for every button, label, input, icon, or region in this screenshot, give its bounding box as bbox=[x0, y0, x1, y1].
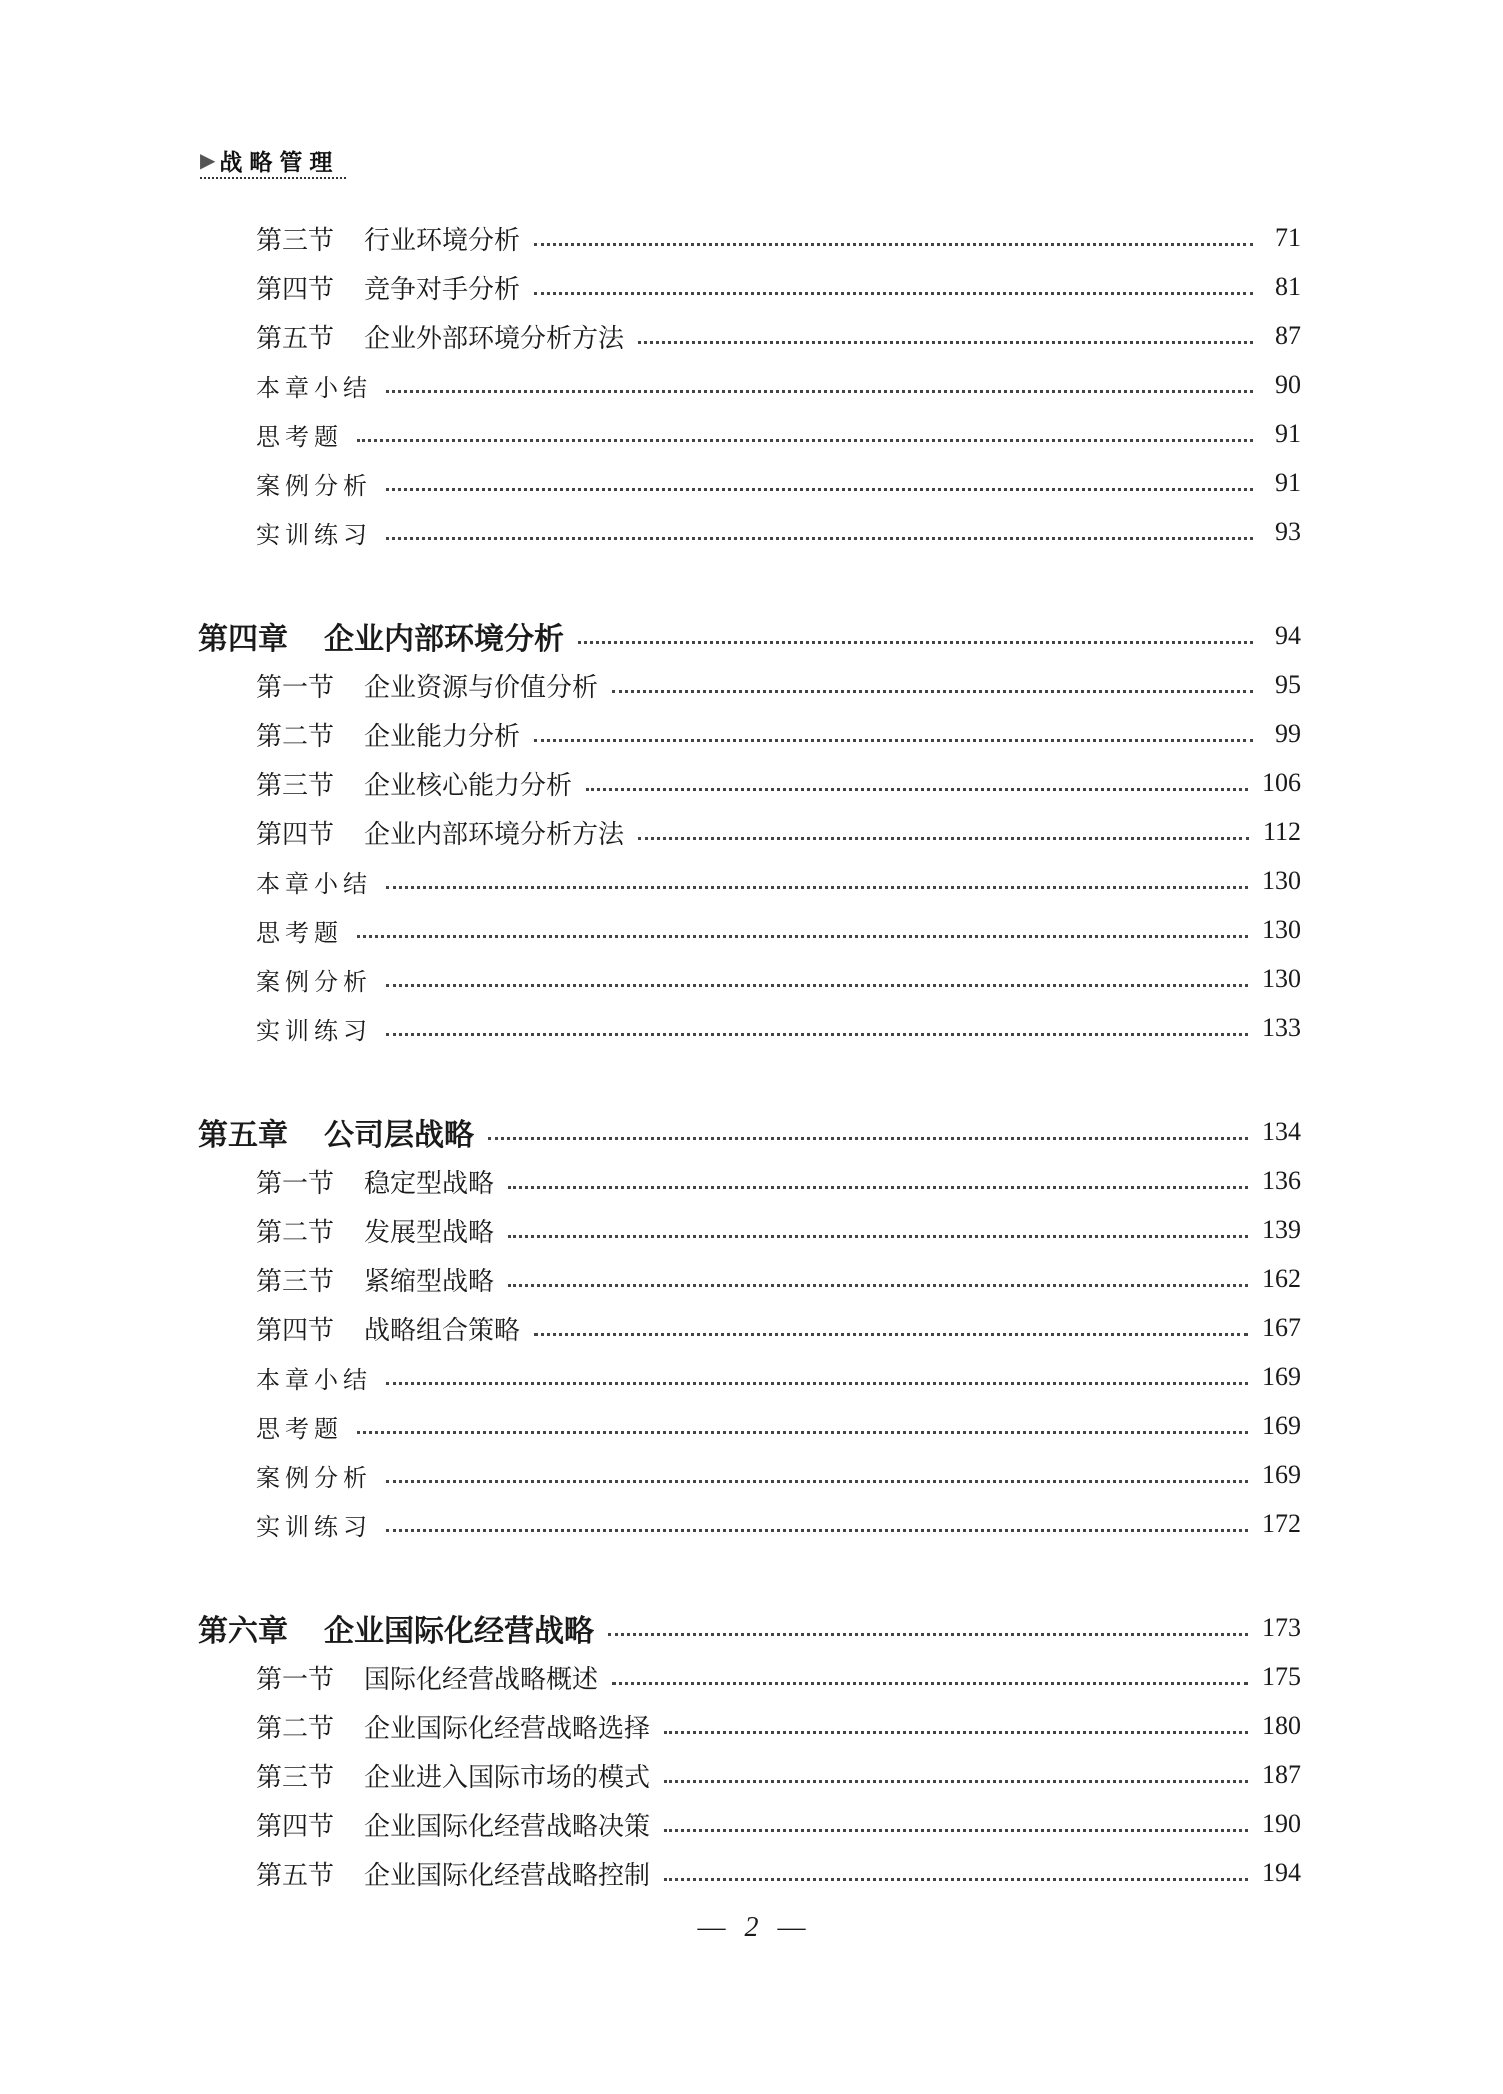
toc-section-entry[interactable] bbox=[256, 1657, 1301, 1697]
toc-subentry[interactable] bbox=[256, 1357, 1301, 1397]
toc-section-entry[interactable] bbox=[256, 763, 1301, 803]
toc-page-number: 81 bbox=[1275, 272, 1301, 301]
section-title: 企业外部环境分析方法 bbox=[364, 323, 625, 354]
section-title: 企业国际化经营战略决策 bbox=[364, 1811, 651, 1842]
dot-leader bbox=[508, 1235, 1248, 1238]
toc-section-entry[interactable] bbox=[256, 665, 1301, 705]
sub-title: 思考题 bbox=[256, 918, 343, 947]
section-number: 第二节 bbox=[256, 1713, 335, 1744]
section-number: 第三节 bbox=[256, 1762, 335, 1793]
toc-subentry[interactable] bbox=[256, 512, 1301, 552]
toc-page-number: 175 bbox=[1262, 1662, 1301, 1691]
toc-section-entry[interactable] bbox=[256, 1259, 1301, 1299]
dot-leader bbox=[508, 1284, 1248, 1287]
toc-subentry[interactable] bbox=[256, 365, 1301, 405]
section-number: 第三节 bbox=[256, 770, 335, 801]
sub-title: 本章小结 bbox=[256, 373, 372, 402]
toc-page-number: 194 bbox=[1262, 1858, 1301, 1887]
section-title: 稳定型战略 bbox=[364, 1168, 495, 1199]
sub-title: 案例分析 bbox=[256, 967, 372, 996]
dot-leader bbox=[638, 837, 1249, 840]
section-title: 企业进入国际市场的模式 bbox=[364, 1762, 651, 1793]
toc-page-number: 91 bbox=[1275, 468, 1301, 497]
section-number: 第二节 bbox=[256, 721, 335, 752]
section-title: 紧缩型战略 bbox=[364, 1266, 495, 1297]
sub-title: 案例分析 bbox=[256, 471, 372, 500]
chapter-number: 第六章 bbox=[198, 1614, 288, 1649]
toc-subentry[interactable] bbox=[256, 1008, 1301, 1048]
toc-page-number: 190 bbox=[1262, 1809, 1301, 1838]
section-title: 企业国际化经营战略选择 bbox=[364, 1713, 651, 1744]
toc-section-entry[interactable] bbox=[256, 1210, 1301, 1250]
toc-subentry[interactable] bbox=[256, 959, 1301, 999]
sub-title: 思考题 bbox=[256, 1414, 343, 1443]
toc-page-number: 169 bbox=[1262, 1460, 1301, 1489]
dot-leader bbox=[386, 1529, 1248, 1532]
footer-dash-right: — bbox=[777, 1912, 806, 1943]
toc-page-number: 167 bbox=[1262, 1313, 1301, 1342]
section-number: 第三节 bbox=[256, 225, 335, 256]
toc-page-number: 95 bbox=[1275, 670, 1301, 699]
toc-page-number: 94 bbox=[1275, 621, 1301, 650]
dot-leader bbox=[386, 537, 1253, 540]
toc-subentry[interactable] bbox=[256, 861, 1301, 901]
dot-leader bbox=[664, 1878, 1248, 1881]
toc-section-entry[interactable] bbox=[256, 1755, 1301, 1795]
chapter-title: 公司层战略 bbox=[324, 1118, 474, 1153]
toc-subentry[interactable] bbox=[256, 910, 1301, 950]
toc-page-number: 169 bbox=[1262, 1362, 1301, 1391]
toc-subentry[interactable] bbox=[256, 1406, 1301, 1446]
dot-leader bbox=[578, 641, 1253, 644]
dot-leader bbox=[386, 1033, 1248, 1036]
toc-chapter-entry[interactable] bbox=[198, 616, 1301, 656]
dot-leader bbox=[534, 1333, 1248, 1336]
toc-page-number: 134 bbox=[1262, 1117, 1301, 1146]
chapter-title: 企业内部环境分析 bbox=[324, 622, 564, 657]
dot-leader bbox=[508, 1186, 1248, 1189]
dot-leader bbox=[612, 1682, 1248, 1685]
sub-title: 本章小结 bbox=[256, 869, 372, 898]
toc-page-number: 90 bbox=[1275, 370, 1301, 399]
sub-title: 实训练习 bbox=[256, 520, 372, 549]
dot-leader bbox=[664, 1780, 1248, 1783]
section-number: 第一节 bbox=[256, 1168, 335, 1199]
section-title: 发展型战略 bbox=[364, 1217, 495, 1248]
toc-page-number: 172 bbox=[1262, 1509, 1301, 1538]
toc-subentry[interactable] bbox=[256, 1504, 1301, 1544]
toc-page-number: 169 bbox=[1262, 1411, 1301, 1440]
section-title: 企业核心能力分析 bbox=[364, 770, 573, 801]
sub-title: 实训练习 bbox=[256, 1512, 372, 1541]
section-number: 第二节 bbox=[256, 1217, 335, 1248]
chapter-title: 企业国际化经营战略 bbox=[324, 1614, 594, 1649]
toc-section-entry[interactable] bbox=[256, 1161, 1301, 1201]
toc-page-number: 162 bbox=[1262, 1264, 1301, 1293]
page-number: 2 bbox=[744, 1912, 759, 1943]
toc-section-entry[interactable] bbox=[256, 714, 1301, 754]
toc-page-number: 106 bbox=[1262, 768, 1301, 797]
section-number: 第一节 bbox=[256, 672, 335, 703]
dot-leader bbox=[534, 243, 1253, 246]
sub-title: 本章小结 bbox=[256, 1365, 372, 1394]
dot-leader bbox=[386, 488, 1253, 491]
section-title: 国际化经营战略概述 bbox=[364, 1664, 599, 1695]
section-number: 第四节 bbox=[256, 819, 335, 850]
toc-section-entry[interactable] bbox=[256, 1706, 1301, 1746]
dot-leader bbox=[386, 886, 1248, 889]
toc-page-number: 133 bbox=[1262, 1013, 1301, 1042]
toc-page-number: 130 bbox=[1262, 866, 1301, 895]
running-header-title: 战略管理 bbox=[219, 149, 340, 176]
toc-section-entry[interactable] bbox=[256, 1308, 1301, 1348]
toc-section-entry[interactable] bbox=[256, 218, 1301, 258]
section-number: 第五节 bbox=[256, 323, 335, 354]
section-title: 行业环境分析 bbox=[364, 225, 521, 256]
dot-leader bbox=[608, 1633, 1248, 1636]
toc-section-entry[interactable] bbox=[256, 316, 1301, 356]
toc-page-number: 91 bbox=[1275, 419, 1301, 448]
toc-page-number: 139 bbox=[1262, 1215, 1301, 1244]
toc-subentry[interactable] bbox=[256, 414, 1301, 454]
toc-page-number: 93 bbox=[1275, 517, 1301, 546]
section-title: 战略组合策略 bbox=[364, 1315, 521, 1346]
dot-leader bbox=[386, 984, 1248, 987]
section-title: 企业资源与价值分析 bbox=[364, 672, 599, 703]
dot-leader bbox=[586, 788, 1248, 791]
dot-leader bbox=[357, 439, 1253, 442]
section-number: 第四节 bbox=[256, 1315, 335, 1346]
toc-page-number: 130 bbox=[1262, 964, 1301, 993]
section-number: 第五节 bbox=[256, 1860, 335, 1891]
toc-page-number: 99 bbox=[1275, 719, 1301, 748]
toc-page-number: 71 bbox=[1275, 223, 1301, 252]
toc-page-number: 112 bbox=[1262, 817, 1301, 846]
sub-title: 思考题 bbox=[256, 422, 343, 451]
toc-section-entry[interactable] bbox=[256, 267, 1301, 307]
toc-section-entry[interactable] bbox=[256, 1853, 1301, 1893]
dot-leader bbox=[534, 292, 1253, 295]
dot-leader bbox=[534, 739, 1253, 742]
dot-leader bbox=[357, 1431, 1248, 1434]
dot-leader bbox=[488, 1137, 1248, 1140]
toc-subentry[interactable] bbox=[256, 463, 1301, 503]
toc-page-number: 173 bbox=[1262, 1613, 1301, 1642]
dot-leader bbox=[386, 390, 1253, 393]
section-number: 第三节 bbox=[256, 1266, 335, 1297]
sub-title: 实训练习 bbox=[256, 1016, 372, 1045]
toc-page-number: 130 bbox=[1262, 915, 1301, 944]
dot-leader bbox=[664, 1829, 1248, 1832]
toc-chapter-entry[interactable] bbox=[198, 1608, 1301, 1648]
dot-leader bbox=[386, 1480, 1248, 1483]
toc-page-number: 187 bbox=[1262, 1760, 1301, 1789]
chapter-number: 第五章 bbox=[198, 1118, 288, 1153]
toc-page-number: 136 bbox=[1262, 1166, 1301, 1195]
dot-leader bbox=[638, 341, 1253, 344]
toc-section-entry[interactable] bbox=[256, 1804, 1301, 1844]
triangle-marker-icon: ▶ bbox=[200, 148, 216, 172]
section-number: 第一节 bbox=[256, 1664, 335, 1695]
toc-subentry[interactable] bbox=[256, 1455, 1301, 1495]
toc-chapter-entry[interactable] bbox=[198, 1112, 1301, 1152]
toc-page-number: 87 bbox=[1275, 321, 1301, 350]
toc-page-number: 180 bbox=[1262, 1711, 1301, 1740]
section-number: 第四节 bbox=[256, 1811, 335, 1842]
dot-leader bbox=[386, 1382, 1248, 1385]
dot-leader bbox=[357, 935, 1248, 938]
footer-dash-left: — bbox=[697, 1912, 726, 1943]
section-title: 企业国际化经营战略控制 bbox=[364, 1860, 651, 1891]
section-title: 企业内部环境分析方法 bbox=[364, 819, 625, 850]
page-footer bbox=[0, 1912, 1503, 1944]
dot-leader bbox=[664, 1731, 1248, 1734]
dot-leader bbox=[612, 690, 1253, 693]
chapter-number: 第四章 bbox=[198, 622, 288, 657]
sub-title: 案例分析 bbox=[256, 1463, 372, 1492]
section-title: 企业能力分析 bbox=[364, 721, 521, 752]
section-number: 第四节 bbox=[256, 274, 335, 305]
section-title: 竞争对手分析 bbox=[364, 274, 521, 305]
toc-section-entry[interactable] bbox=[256, 812, 1301, 852]
